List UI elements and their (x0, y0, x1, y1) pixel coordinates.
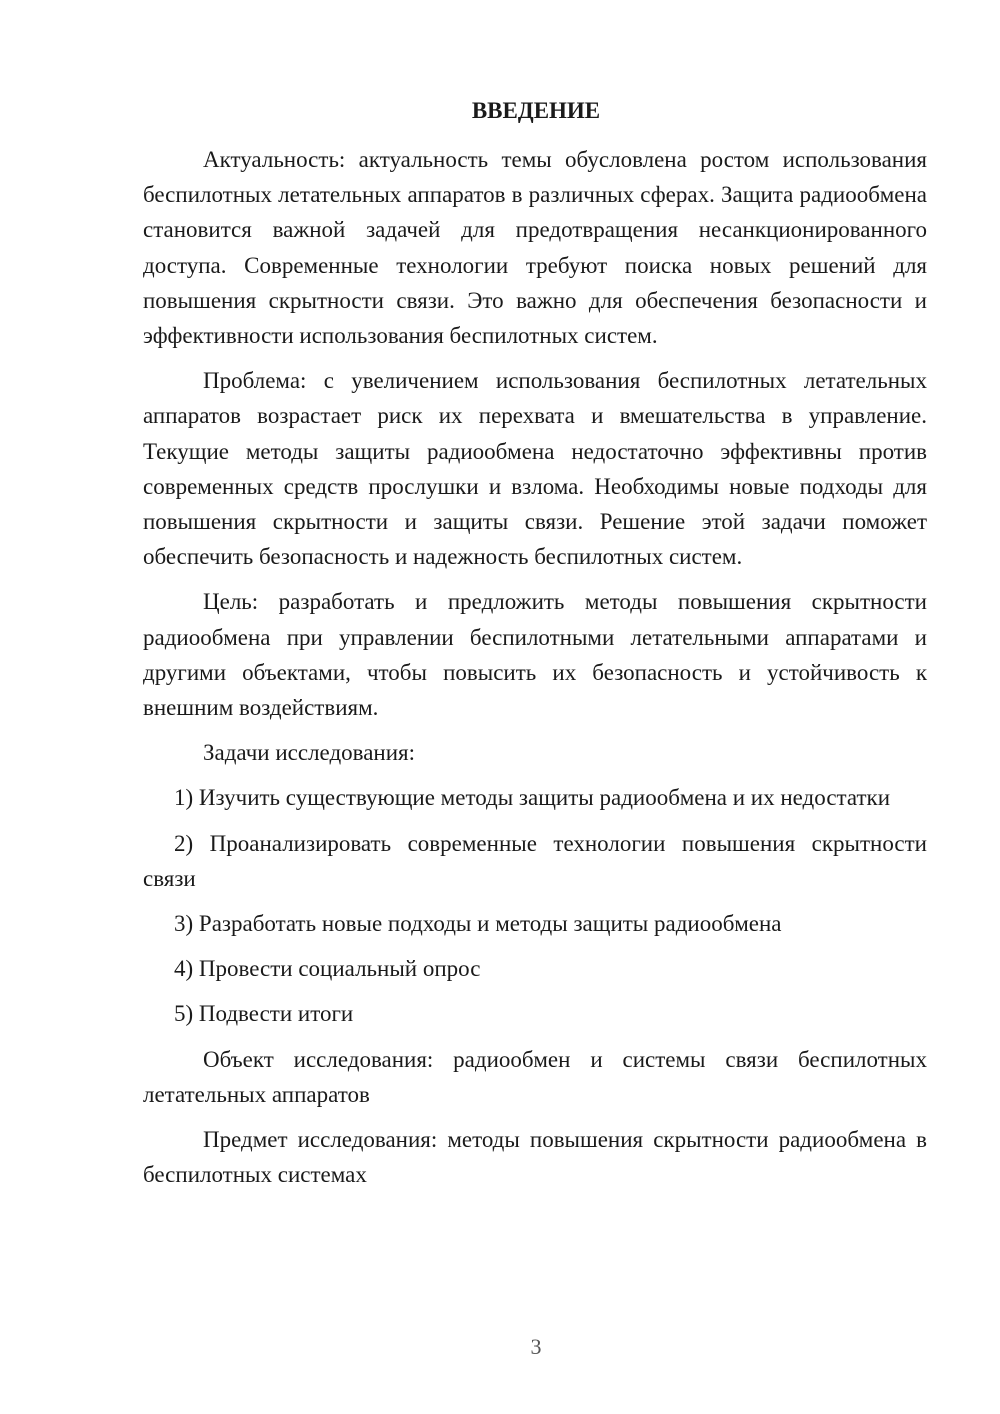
task-item-2: 2) Проанализировать современные технологии повышения скрытности связи (143, 830, 927, 891)
paragraph-subject: Предмет исследования: методы повышения скрытности радиообмена в беспилотных системах (143, 1127, 927, 1188)
task-item-5: 5) Подвести итоги (174, 1001, 354, 1027)
task-item-3: 3) Разработать новые подходы и методы защиты радиообмена (174, 911, 782, 937)
task-item-1: 1) Изучить существующие методы защиты радиообмена и их недостатки (174, 785, 891, 811)
paragraph-object: Объект исследования: радиообмен и системы связи беспилотных летательных аппаратов (143, 1046, 927, 1107)
task-item-4: 4) Провести социальный опрос (174, 956, 481, 982)
page-number: 3 (530, 1334, 542, 1359)
paragraph-goal: Цель: разработать и предложить методы повышения скрытности радиообмена при управлении беспилотными летательными аппаратами и другими объектами, чтобы повысить их безопасность и устойчивость к внешним воздействиям. (143, 589, 927, 721)
page-title: ВВЕДЕНИЕ (471, 98, 601, 123)
paragraph-problem: Проблема: с увеличением использования беспилотных летательных аппаратов возрастает риск их перехвата и вмешательства в управление. Текущие методы защиты радиообмена недостаточно эффективны против современных средств прослушки и взлома. Необходимы новые подходы для повышения скрытности и защиты связи. Решение этой задачи поможет обеспечить безопасность и надежность беспилотных систем. (143, 368, 927, 570)
tasks-heading: Задачи исследования: (203, 740, 416, 766)
document-body (143, 142, 927, 1202)
paragraph-relevance: Актуальность: актуальность темы обусловлена ростом использования беспилотных летательных аппаратов в различных сферах. Защита радиообмена становится важной задачей для предотвращения несанкционированного доступа. Современные технологии требуют поиска новых решений для повышения скрытности связи. Это важно для обеспечения безопасности и эффективности использования беспилотных систем. (143, 147, 927, 349)
